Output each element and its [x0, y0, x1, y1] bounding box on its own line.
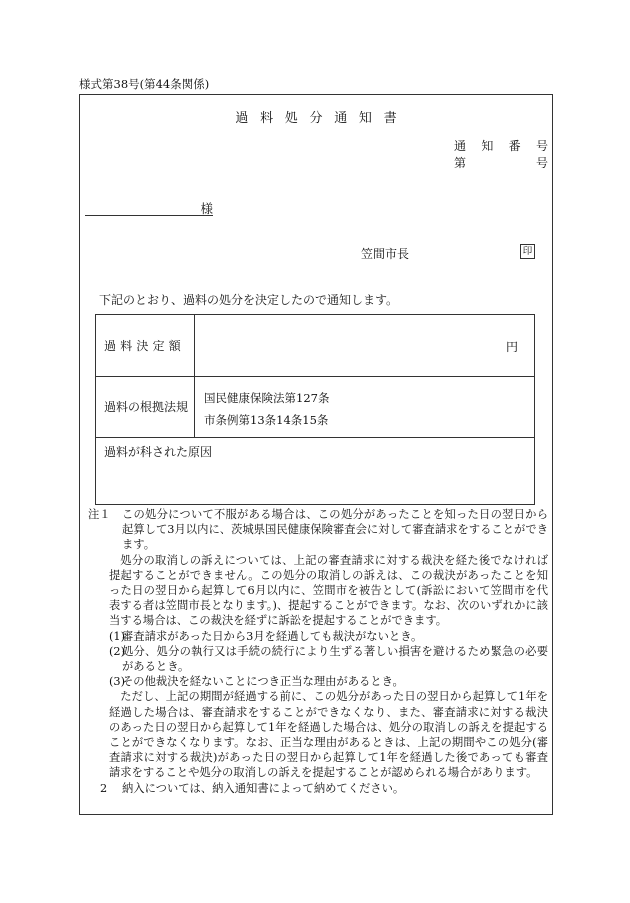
addressee-line[interactable]	[85, 199, 213, 216]
note-2-lead: 2	[100, 781, 108, 795]
note-1-lead: 注１	[88, 508, 111, 521]
intro-text: 下記のとおり、過料の処分を決定したので通知します。	[99, 293, 399, 307]
notice-number-label: 通 知 番 号	[454, 139, 548, 153]
notice-frame	[79, 94, 553, 815]
basis-label: 過料の根拠法規	[96, 376, 195, 437]
note-2-text: 納入については、納入通知書によって納めてください。	[122, 781, 405, 795]
amount-row	[96, 315, 534, 377]
basis-row	[96, 376, 534, 438]
notes-section	[88, 507, 548, 796]
note-para-2: 処分の取消しの訴えについては、上記の審査請求に対する裁決を経た後でなければ提起することができません。この処分の取消しの訴えは、この裁決があったことを知った日の翌日から起算して6月以内に、笠間市を被告として(訴訟において笠間市を代表する者は笠間市長となります。)、提起することができます。なお、次のいずれかに該当する場合は、この裁決を経ずに訴訟を提起することができます。	[109, 553, 548, 628]
note-2	[88, 781, 548, 796]
note-item-1: (1) 審査請求があった日から3月を経過しても裁決がないとき。	[109, 629, 423, 643]
issuer-name: 笠間市長	[361, 247, 410, 261]
notice-number-value: 第 号	[454, 156, 548, 170]
cause-label: 過料が科された原因	[104, 445, 213, 459]
seal-mark: 印	[520, 244, 535, 259]
note-item-2: (2) 処分、処分の執行又は手続の続行により生ずる著しい損害を避けるため緊急の必要があるとき。	[109, 644, 548, 674]
form-number: 様式第38号(第44条関係)	[79, 77, 210, 91]
amount-label: 過料決定額	[96, 315, 195, 376]
penalty-table	[95, 314, 535, 505]
basis-laws	[204, 387, 329, 431]
addressee-suffix: 様	[200, 201, 213, 216]
note-para-3: ただし、上記の期間が経過する前に、この処分があった日の翌日から起算して1年を経過した場合は、審査請求をすることができなくなり、また、審査請求に対する裁決のあった日の翌日から起算して1年を経過した場合は、処分の取消しの訴えを提起することができなくなります。なお、正当な理由があるときは、上記の期間やこの処分(審査請求に対する裁決)があった日の翌日から起算して1年を経過した後であっても審査請求をすることや処分の取消しの訴えを提起することが認められる場合があります。	[109, 690, 548, 780]
notice-number-block	[454, 138, 548, 172]
note-1	[88, 507, 548, 553]
cause-row	[96, 437, 534, 504]
basis-law-1: 国民健康保険法第127条	[204, 391, 330, 405]
amount-unit: 円	[505, 340, 518, 354]
note-1-text: この処分について不服がある場合は、この処分があったことを知った日の翌日から起算して3月以内に、茨城県国民健康保険審査会に対して審査請求をすることができます。	[122, 508, 548, 552]
note-item-3: (3) その他裁決を経ないことにつき正当な理由があるとき。	[109, 675, 404, 689]
basis-law-2: 市条例第13条14条15条	[204, 413, 329, 427]
document-title: 過料処分通知書	[235, 111, 409, 126]
